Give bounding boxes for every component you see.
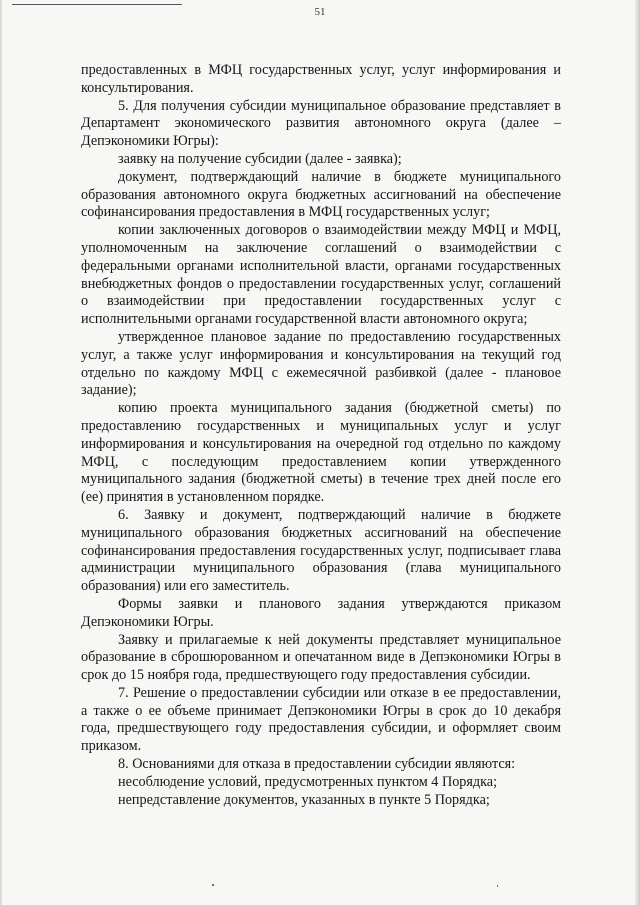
paragraph: заявку на получение субсидии (далее - заявка);: [118, 150, 402, 167]
paragraph: 7. Решение о предоставлении субсидии или отказе в ее предоставлении, а также о ее объеме принимает Депэкономики Югры в срок до 10 декабря года, предшествующего году предоставления субсидии, и оформляет своим приказом.: [81, 684, 561, 755]
paragraph: 6. Заявку и документ, подтверждающий наличие в бюджете муниципального образования бюджетных ассигнований на обеспечение софинансирования предоставления государственных услуг, подписывает глава администрации муниципального образования (глава муниципального образования) или его заместитель.: [81, 506, 561, 595]
scan-right-edge: [635, 0, 640, 905]
paragraph: 8. Основаниями для отказа в предоставлении субсидии являются:: [118, 756, 516, 773]
scan-left-edge: [0, 0, 2, 905]
paragraph: копии заключенных договоров о взаимодействии между МФЦ и МФЦ, уполномоченным на заключение соглашений о взаимодействии с федеральными органами исполнительной власти, органами государственных внебюджетных фондов о предоставлении государственных услуг, соглашений о взаимодействии при предоставлении государственных услуг с исполнительными органами государственной власти автономного округа;: [81, 222, 561, 328]
paragraph: Заявку и прилагаемые к ней документы представляет муниципальное образование в сброшюрованном и опечатанном виде в Депэкономики Югры в срок до 15 ноября года, предшествующего году предоставления субсидии.: [81, 631, 561, 684]
paragraph: 5. Для получения субсидии муниципальное образование представляет в Департамент экономического развития автономного округа (далее – Депэкономики Югры):: [81, 97, 561, 150]
scan-speck: [497, 885, 498, 887]
document-body: [81, 62, 561, 809]
paragraph: Формы заявки и планового задания утверждаются приказом Депэкономики Югры.: [81, 595, 561, 630]
paragraph: копию проекта муниципального задания (бюджетной сметы) по предоставлению государственных и муниципальных услуг и услуг информирования и консультирования на очередной год отдельно по каждому МФЦ, с последующим предоставлением копии утвержденного муниципального задания (бюджетной сметы) в течение трех дней после его (ее) принятия в установленном порядке.: [81, 400, 561, 506]
scan-speck: [212, 884, 214, 886]
paragraph: непредставление документов, указанных в пункте 5 Порядка;: [118, 791, 490, 808]
paragraph: документ, подтверждающий наличие в бюджете муниципального образования автономного округа бюджетных ассигнований на обеспечение софинансирования предоставления в МФЦ государственных услуг;: [81, 168, 561, 221]
paragraph: несоблюдение условий, предусмотренных пунктом 4 Порядка;: [118, 773, 498, 790]
scan-top-mark: [12, 4, 182, 5]
paragraph: предоставленных в МФЦ государственных услуг, услуг информирования и консультирования.: [81, 62, 561, 96]
page-number: 51: [314, 6, 326, 18]
paragraph: утвержденное плановое задание по предоставлению государственных услуг, а также услуг информирования и консультирования на текущий год отдельно по каждому МФЦ с ежемесячной разбивкой (далее - плановое задание);: [81, 328, 561, 399]
